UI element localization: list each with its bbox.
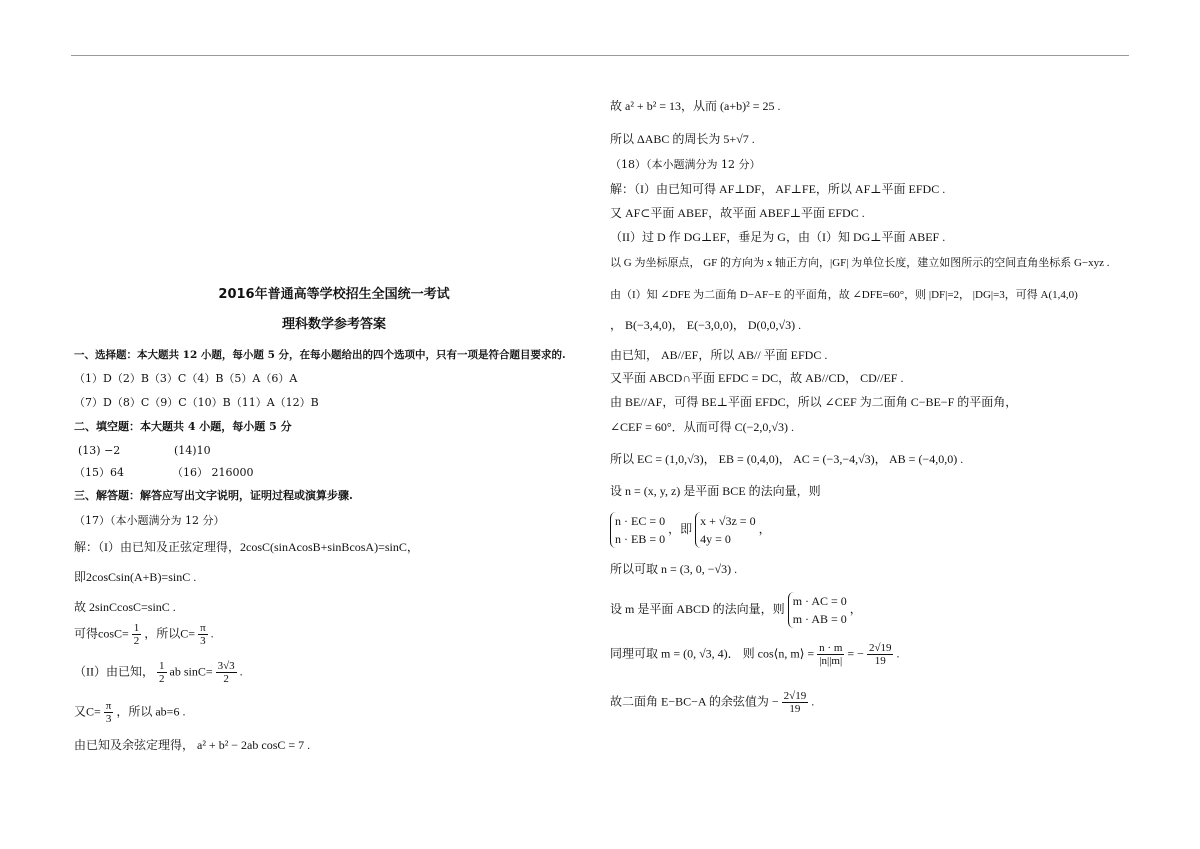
text-part: ，所以C= <box>144 626 196 641</box>
document-title: 2016年普通高等学校招生全国统一考试 <box>218 287 450 302</box>
text-part: 又C= <box>74 704 101 719</box>
numerator: π <box>105 700 112 712</box>
page-top-rule <box>71 55 1129 56</box>
right-line-16: 所以可取 n = (3, 0, −√3) . <box>610 562 738 576</box>
right-line-7: 由（I）知 ∠DFE 为二面角 D−AF−E 的平面角，故 ∠DFE=60°，则 |DF|=2， |DG|=3，可得 A(1,4,0) <box>610 289 1078 301</box>
text-part: ， <box>849 601 862 616</box>
right-line-14: 设 n = (x, y, z) 是平面 BCE 的法向量，则 <box>610 484 821 498</box>
equation-system <box>610 512 665 548</box>
text-part: = − <box>847 646 864 661</box>
denominator: 3 <box>200 635 206 647</box>
denominator: 2 <box>159 673 165 685</box>
problem-17-line-2: 即2cosCsin(A+B)=sinC . <box>74 570 197 584</box>
equation: x + √3z = 0 <box>700 514 756 528</box>
answer-14: (14)10 <box>174 444 211 457</box>
right-line-2: 所以 ΔABC 的周长为 5+√7 . <box>610 132 755 146</box>
problem-17-line-4 <box>74 622 214 647</box>
right-line-12: ∠CEF = 60°．从而可得 C(−2,0,√3) . <box>610 420 794 434</box>
text-part: . <box>239 664 243 679</box>
text-part: . <box>811 694 815 709</box>
text-part: ，所以 ab=6 . <box>116 704 186 719</box>
denominator: |n||m| <box>819 655 843 667</box>
numerator: 3√3 <box>217 660 235 672</box>
equation: m · AC = 0 <box>792 594 847 608</box>
problem-18-heading: （18）（本小题满分为 12 分） <box>610 158 761 171</box>
answer-15: （15）64 <box>74 466 124 479</box>
problem-17-line-6 <box>74 700 185 725</box>
right-line-19 <box>610 690 814 715</box>
numerator: 1 <box>133 622 140 634</box>
right-system-abcd <box>610 592 862 628</box>
right-system-bce <box>610 512 771 548</box>
problem-17-line-1: 解：（I）由已知及正弦定理得，2cosC(sinAcosB+sinBcosA)=sinC， <box>74 540 419 554</box>
text-part: 设 m 是平面 ABCD 的法向量，则 <box>610 601 785 616</box>
text-part: . <box>210 626 214 641</box>
problem-17-line-5 <box>74 660 243 685</box>
fraction-one-half <box>132 622 142 647</box>
denominator: 2 <box>223 673 229 685</box>
equation: m · AB = 0 <box>792 612 847 626</box>
right-line-11: 由 BE//AF，可得 BE⊥平面 EFDC，所以 ∠CEF 为二面角 C−BE−F 的平面角， <box>610 395 1018 409</box>
equation-system <box>788 592 847 628</box>
section-choice-heading: 一、选择题：本大题共 12 小题，每小题 5 分，在每小题给出的四个选项中，只有一项是符合题目要求的. <box>74 349 566 361</box>
text-part: ab sinC= <box>169 664 213 679</box>
choice-answers-row-2: （7）D（8）C（9）C（10）B（11）A（12）B <box>74 396 319 409</box>
text-part: （II）由已知， <box>74 664 154 679</box>
numerator: n · m <box>819 642 843 654</box>
fraction-dot-over-norms <box>817 642 844 667</box>
text-part: ，即 <box>668 521 693 536</box>
fraction-two-root-nineteen <box>782 690 809 715</box>
right-line-9: 由已知， AB//EF，所以 AB// 平面 EFDC . <box>610 348 828 362</box>
text-part: . <box>896 646 900 661</box>
denominator: 3 <box>105 713 112 725</box>
denominator: 19 <box>874 655 886 667</box>
section-solution-heading: 三、解答题：解答应写出文字说明，证明过程或演算步骤. <box>74 489 353 502</box>
numerator: 2√19 <box>868 642 892 654</box>
numerator: 1 <box>159 660 165 672</box>
answer-16: （16） 216000 <box>172 466 254 479</box>
document-subtitle: 理科数学参考答案 <box>281 317 386 332</box>
right-line-10: 又平面 ABCD∩平面 EFDC = DC，故 AB//CD， CD//EF . <box>610 371 904 385</box>
text-part: 可得cosC= <box>74 626 129 641</box>
right-line-13: 所以 EC = (1,0,√3)， EB = (0,4,0)， AC = (−3,−4,√3)， AB = (−4,0,0) . <box>610 452 964 466</box>
fraction-two-root-nineteen <box>867 642 894 667</box>
text-part: 故二面角 E−BC−A 的余弦值为 − <box>610 694 779 709</box>
problem-17-heading: （17）（本小题满分为 12 分） <box>74 514 225 527</box>
right-line-8: ， B(−3,4,0)， E(−3,0,0)， D(0,0,√3) . <box>610 318 802 332</box>
choice-answers-row-1: （1）D（2）B（3）C（4）B（5）A（6）A <box>74 372 298 385</box>
fraction-one-half <box>157 660 167 685</box>
numerator: π <box>200 622 206 634</box>
right-line-18 <box>610 642 899 667</box>
denominator: 19 <box>789 703 801 715</box>
text-part: ， <box>758 521 771 536</box>
denominator: 2 <box>133 635 140 647</box>
right-line-4: 又 AF⊂平面 ABEF，故平面 ABEF⊥平面 EFDC . <box>610 206 865 220</box>
fraction-three-root-three-half <box>216 660 237 685</box>
right-line-1: 故 a² + b² = 13，从而 (a+b)² = 25 . <box>610 99 781 113</box>
right-line-3: 解：（I）由已知可得 AF⊥DF， AF⊥FE，所以 AF⊥平面 EFDC . <box>610 182 946 196</box>
problem-17-line-3: 故 2sinCcosC=sinC . <box>74 600 176 614</box>
answer-13: (13) −2 <box>78 444 121 457</box>
equation: n · EB = 0 <box>615 532 666 546</box>
equation: n · EC = 0 <box>615 514 666 528</box>
right-line-5: （II）过 D 作 DG⊥EF，垂足为 G，由（I）知 DG⊥平面 ABEF . <box>610 230 946 244</box>
numerator: 2√19 <box>783 690 807 702</box>
problem-17-line-7: 由已知及余弦定理得， a² + b² − 2ab cosC = 7 . <box>74 738 311 752</box>
text-part: 同理可取 m = (0, √3, 4)． 则 cos⟨n, m⟩ = <box>610 646 815 661</box>
equation: 4y = 0 <box>700 532 731 546</box>
right-line-6: 以 G 为坐标原点， GF 的方向为 x 轴正方向，|GF| 为单位长度，建立如图所示的空间直角坐标系 G−xyz . <box>610 257 1110 269</box>
equation-system <box>695 512 755 548</box>
fraction-pi-third <box>104 700 114 725</box>
fraction-pi-third <box>198 622 208 647</box>
section-fill-heading: 二、填空题：本大题共 4 小题，每小题 5 分 <box>74 420 292 433</box>
